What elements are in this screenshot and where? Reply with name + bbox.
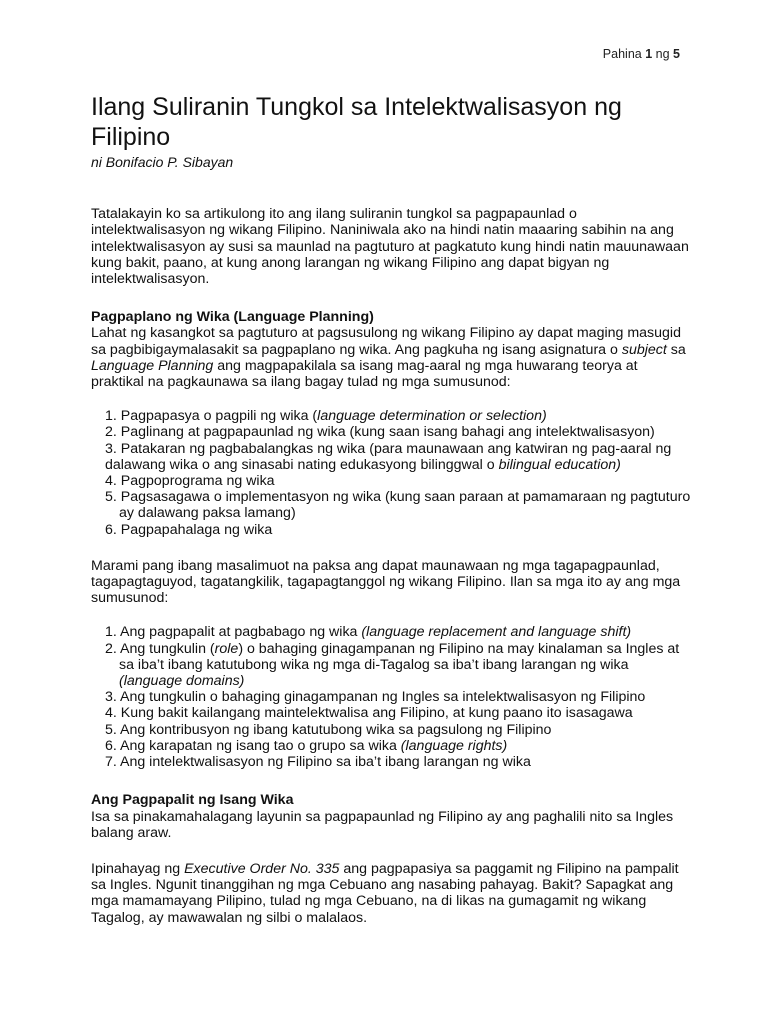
list-item: 2. Paglinang at pagpapaunlad ng wika (kung saan isang bahagi ang intelektwalisasyon) — [105, 424, 655, 441]
section-heading-language-planning: Pagpaplano ng Wika (Language Planning) — [91, 309, 374, 326]
list-item: 6. Pagpapahalaga ng wika — [105, 521, 273, 538]
page-number-header — [603, 47, 680, 61]
list-item: 1. Pagpapasya o pagpili ng wika (language determination or selection) — [105, 408, 547, 425]
document-title: Ilang Suliranin Tungkol sa Intelektwalisasyon ng Filipino — [91, 93, 622, 151]
intro-paragraph: Tatalakayin ko sa artikulong ito ang ilang suliranin tungkol sa pagpapaunlad o intelektwalisasyon ng wikang Filipino. Naniniwala ako na hindi natin maaaring sabihin na ang intelektwalisasyon ay susi sa maunlad na pagtuturo at pagkatuto kung hindi natin mauunawaan kung bakit, paano, at kung anong larangan ng wikang Filipino ang dapat bigyan ng intelektwalisasyon. — [91, 206, 689, 288]
executive-order-paragraph: Ipinahayag ng Executive Order No. 335 ang pagpapasiya sa paggamit ng Filipino na pampalit sa Ingles. Ngunit tinanggihan ng mga Cebuano ang nasabing pahayag. Bakit? Sapagkat ang mga mamamayang Pilipino, tulad ng mga Cebuano, na di likas na gumagamit ng wikang Tagalog, ay mawawalan ng silbi o malalaos. — [91, 860, 679, 926]
section-heading-language-replacement: Ang Pagpapalit ng Isang Wika — [91, 792, 294, 809]
topics-list — [91, 624, 691, 770]
page-label: Pahina — [602, 47, 642, 61]
list-item: 3. Patakaran ng pagbabalangkas ng wika (para maunawaan ang katwiran ng pag-aaral ng dalawang wika o ang sinasabi nating edukasyong bilinggwal o bilingual education) — [105, 440, 672, 473]
list-item: 4. Kung bakit kailangang maintelektwalisa ang Filipino, at kung paano ito isasagawa — [105, 705, 633, 722]
author-byline: ni Bonifacio P. Sibayan — [91, 154, 234, 170]
document-body — [91, 92, 691, 926]
list-item: 1. Ang pagpapalit at pagbabago ng wika (language replacement and language shift) — [105, 624, 632, 641]
list-item: 2. Ang tungkulin (role) o bahaging ginagampanan ng Filipino na may kinalaman sa Ingles at sa iba’t ibang katutubong wika ng mga di-Tagalog sa iba’t ibang larangan ng wika (language domains) — [105, 640, 680, 690]
list-item: 6. Ang karapatan ng isang tao o grupo sa wika (language rights) — [105, 737, 508, 754]
language-planning-paragraph: Lahat ng kasangkot sa pagtuturo at pagsusulong ng wikang Filipino ay dapat maging masugid sa pagbibigaymalasakit sa pagpaplano ng wika. Ang pagkuha ng isang asignatura o subject sa Language Planning ang magpapakilala sa isang mag-aaral ng mga huwarang teorya at praktikal na pagkaunawa sa ilang bagay tulad ng mga sumusunod: — [91, 325, 686, 391]
list-item: 3. Ang tungkulin o bahaging ginagampanan ng Ingles sa intelektwalisasyon ng Filipino — [105, 689, 646, 706]
list-item: 5. Ang kontribusyon ng ibang katutubong wika sa pagsulong ng Filipino — [105, 721, 552, 738]
topics-paragraph: Marami pang ibang masalimuot na paksa ang dapat maunawaan ng mga tagapagpaunlad, tagapagtaguyod, tagatangkilik, tagapagtanggol ng wikang Filipino. Ilan sa mga ito ay ang mga sumusunod: — [91, 557, 681, 607]
page-of-label: ng — [655, 47, 670, 61]
current-page: 1 — [645, 47, 653, 61]
total-pages: 5 — [673, 47, 680, 61]
list-item: 5. Pagsasagawa o implementasyon ng wika (kung saan paraan at pamamaraan ng pagtuturo ay dalawang paksa lamang) — [105, 489, 691, 522]
list-item: 7. Ang intelektwalisasyon ng Filipino sa iba’t ibang larangan ng wika — [105, 754, 531, 771]
language-planning-list — [91, 408, 691, 538]
language-replacement-paragraph: Isa sa pinakamahalagang layunin sa pagpapaunlad ng Filipino ay ang paghalili nito sa Ingles balang araw. — [91, 808, 674, 841]
list-item: 4. Pagpoprograma ng wika — [105, 473, 275, 490]
